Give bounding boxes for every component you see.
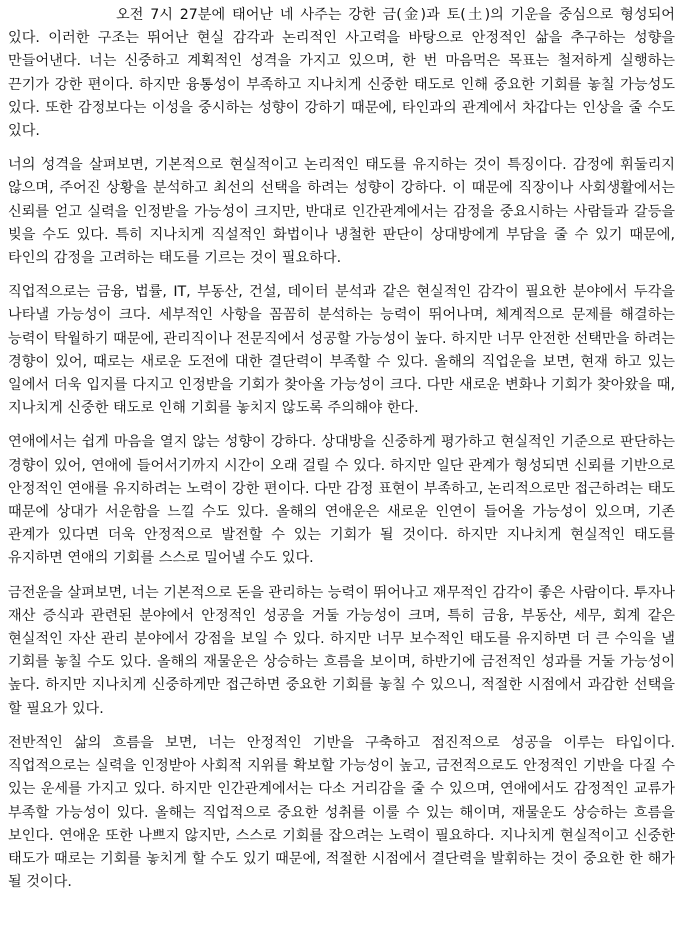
paragraph-overall-summary: 전반적인 삶의 흐름을 보면, 너는 안정적인 기반을 구축하고 점진적으로 성공을 이루는 타입이다. 직업적으로는 실력을 인정받아 사회적 지위를 확보할 가능성이 높고, 금전적으로도 안정적인 기반을 다질 수 있는 운세를 가지고 있다. 하지만 인간관계에서는 다소 거리감을 줄 수 있으며, 연애에서도 감정적인 교류가 부족할 가능성이 있다. 올해는 직업적으로 중요한 성취를 이룰 수 있는 해이며, 재물운도 상승하는 흐름을 보인다. 연애운 또한 나쁘지 않지만, 스스로 기회를 잡으려는 노력이 필요하다. 지나치게 현실적이고 신중한 태도가 때로는 기회를 놓치게 할 수도 있기 때문에, 적절한 시점에서 결단력을 발휘하는 것이 중요한 한 해가 될 것이다. (8, 734, 675, 891)
paragraph-romance: 연애에서는 쉽게 마음을 열지 않는 성향이 강하다. 상대방을 신중하게 평가하고 현실적인 기준으로 판단하는 경향이 있어, 연애에 들어서기까지 시간이 오래 걸릴 수 있다. 하지만 일단 관계가 형성되면 신뢰를 기반으로 안정적인 연애를 유지하려는 노력이 강한 편이다. 다만 감정 표현이 부족하고, 논리적으로만 접근하려는 태도 때문에 상대가 서운함을 느낄 수도 있다. 올해의 연애운은 새로운 인연이 들어올 가능성이 있으며, 기존 관계가 있다면 더욱 안정적으로 발전할 수 있는 기회가 될 것이다. 하지만 지나치게 현실적인 태도를 유지하면 연애의 기회를 스스로 밀어낼 수도 있다. (8, 434, 675, 567)
paragraph-birth-chart-intro: 오전 7시 27분에 태어난 네 사주는 강한 금(金)과 토(土)의 기운을 중심으로 형성되어 있다. 이러한 구조는 뛰어난 현실 감각과 논리적인 사고력을 바탕으로 안정적인 삶을 추구하는 성향을 만들어낸다. 너는 신중하고 계획적인 성격을 가지고 있으며, 한 번 마음먹은 목표는 철저하게 실행하는 끈기가 강한 편이다. 하지만 융통성이 부족하고 지나치게 신중한 태도로 인해 중요한 기회를 놓칠 가능성도 있다. 또한 감정보다는 이성을 중시하는 성향이 강하기 때문에, 타인과의 관계에서 차갑다는 인상을 줄 수도 있다. (8, 7, 675, 140)
paragraph-personality: 너의 성격을 살펴보면, 기본적으로 현실적이고 논리적인 태도를 유지하는 것이 특징이다. 감정에 휘둘리지 않으며, 주어진 상황을 분석하고 최선의 선택을 하려는 성향이 강하다. 이 때문에 직장이나 사회생활에서는 신뢰를 얻고 실력을 인정받을 가능성이 크지만, 반대로 인간관계에서는 감정을 중요시하는 사람들과 갈등을 빚을 수도 있다. 특히 지나치게 직설적인 화법이나 냉철한 판단이 상대방에게 부담을 줄 수 있기 때문에, 타인의 감정을 고려하는 태도를 기르는 것이 필요하다. (8, 157, 675, 267)
paragraph-wealth: 금전운을 살펴보면, 너는 기본적으로 돈을 관리하는 능력이 뛰어나고 재무적인 감각이 좋은 사람이다. 투자나 재산 증식과 관련된 분야에서 안정적인 성공을 거둘 가능성이 크며, 특히 금융, 부동산, 세무, 회계 같은 현실적인 자산 관리 분야에서 강점을 보일 수 있다. 하지만 너무 보수적인 태도를 유지하면 더 큰 수익을 낼 기회를 놓칠 수도 있다. 올해의 재물운은 상승하는 흐름을 보이며, 하반기에 금전적인 성과를 거둘 가능성이 높다. 하지만 지나치게 신중하게만 접근하면 중요한 기회를 놓칠 수 있으니, 적절한 시점에서 과감한 선택을 할 필요가 있다. (8, 584, 675, 717)
paragraph-career: 직업적으로는 금융, 법률, IT, 부동산, 건설, 데이터 분석과 같은 현실적인 감각이 필요한 분야에서 두각을 나타낼 가능성이 크다. 세부적인 사항을 꼼꼼히 분석하는 능력이 뛰어나며, 체계적으로 문제를 해결하는 능력이 탁월하기 때문에, 관리직이나 전문직에서 성공할 가능성이 높다. 하지만 너무 안전한 선택만을 하려는 경향이 있어, 때로는 새로운 도전에 대한 결단력이 부족할 수 있다. 올해의 직업운을 보면, 현재 하고 있는 일에서 더욱 입지를 다지고 인정받을 기회가 찾아올 가능성이 크다. 다만 새로운 변화나 기회가 찾아왔을 때, 지나치게 신중한 태도로 인해 기회를 놓치지 않도록 주의해야 한다. (8, 284, 675, 417)
